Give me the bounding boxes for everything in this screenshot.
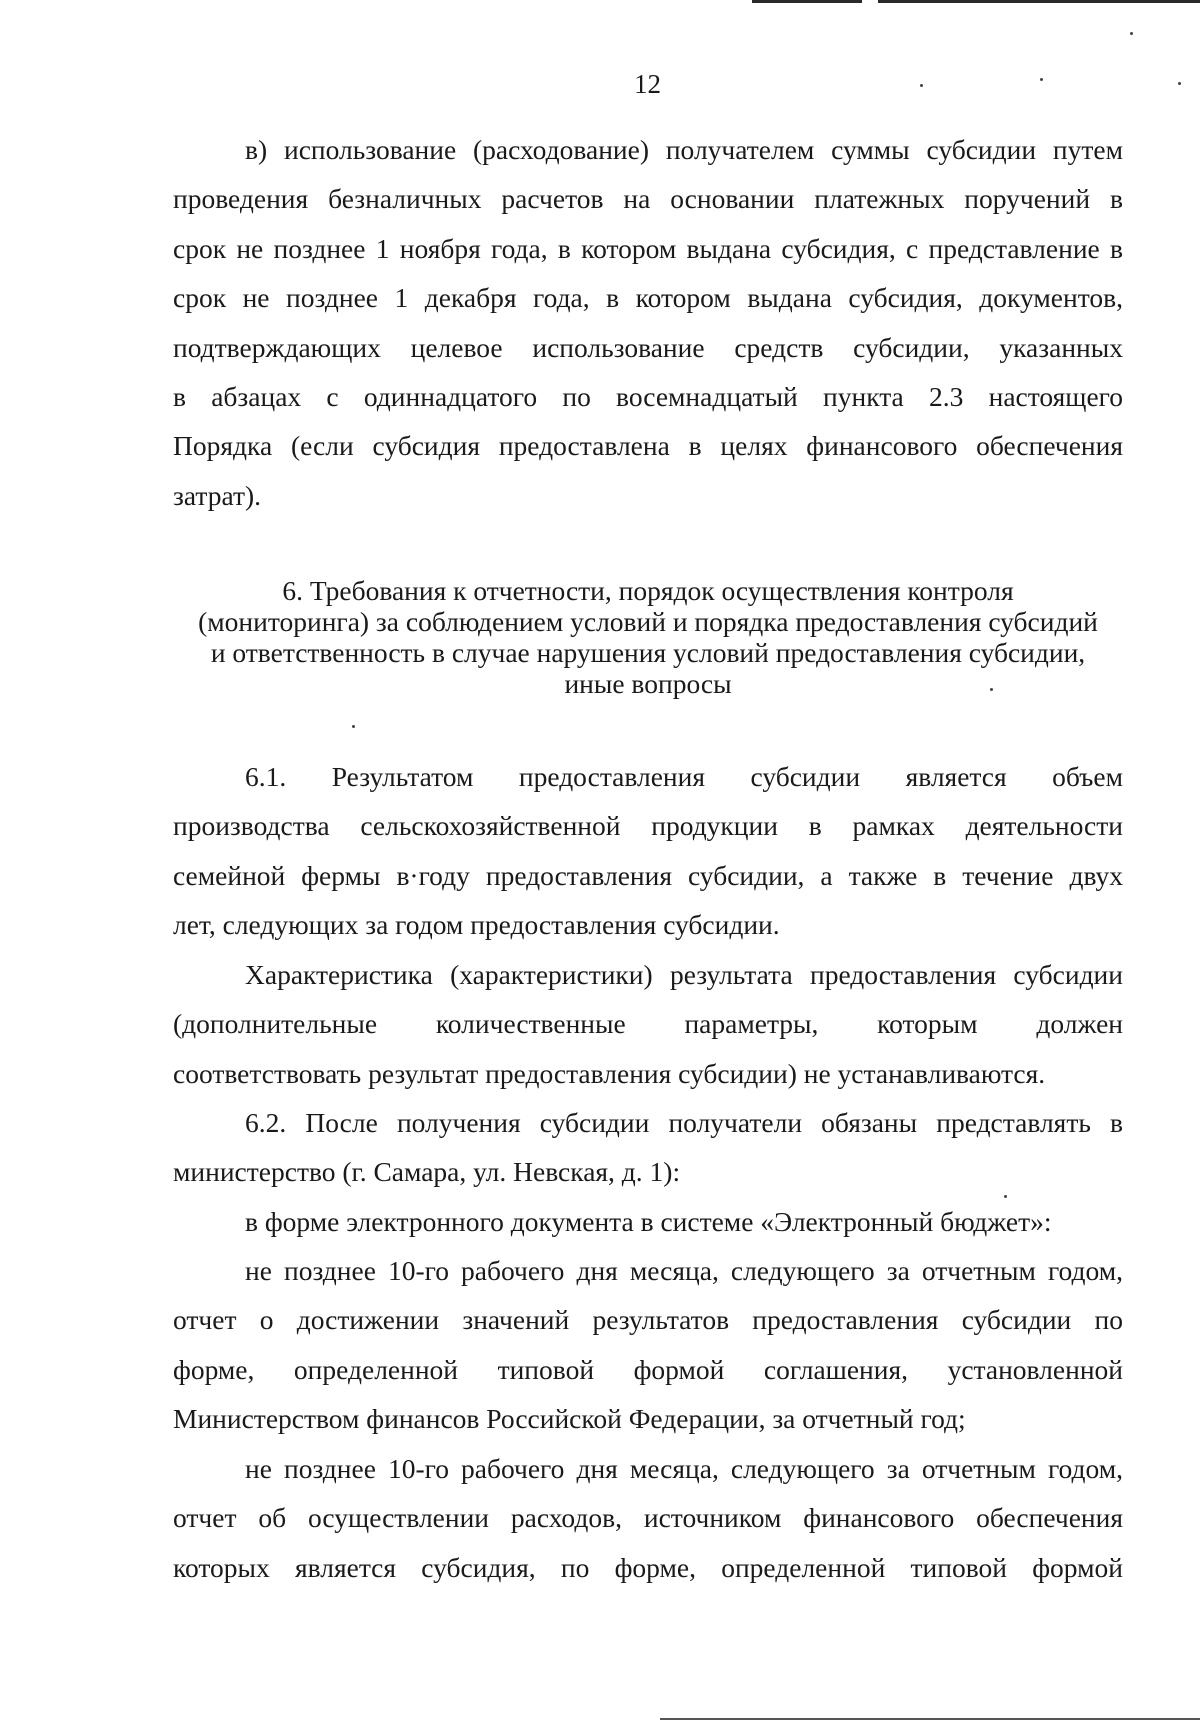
text-line: (дополнительные количественные параметры, которым должен [173, 1008, 1123, 1040]
scan-speck [1130, 32, 1133, 35]
text-line: в форме электронного документа в системе «Электронный бюджет»: [245, 1206, 1052, 1237]
scan-speck [920, 84, 923, 87]
heading-line: и ответственность в случае нарушения условий предоставления субсидии, [210, 637, 1086, 668]
text-line: подтверждающих целевое использование средств субсидии, указанных [173, 331, 1123, 363]
heading-line: иные вопросы [564, 668, 732, 699]
page-number: 12 [634, 69, 661, 99]
text-line: в абзацах с одиннадцатого по восемнадцатый пункта 2.3 настоящего [173, 380, 1123, 412]
scan-speck [1178, 82, 1181, 85]
paragraph-v [173, 125, 1123, 520]
scan-speck [1004, 1195, 1007, 1198]
text-line: срок не позднее 1 ноября года, в котором выдана субсидия, с представление в [173, 232, 1123, 264]
text-line: не позднее 10-го рабочего дня месяца, следующего за отчетным годом, [245, 1255, 1123, 1286]
paragraph-characteristics [173, 950, 1123, 1098]
text-line: 6.1. Результатом предоставления субсидии является объем [245, 761, 1123, 792]
text-line: Порядка (если субсидия предоставлена в целях финансового обеспечения [173, 430, 1123, 462]
text-line: министерство (г. Самара, ул. Невская, д. 1): [173, 1156, 681, 1188]
text-line: не позднее 10-го рабочего дня месяца, следующего за отчетным годом, [245, 1453, 1123, 1484]
text-line: лет, следующих за годом предоставления субсидии. [173, 909, 780, 941]
paragraph-electronic-form [173, 1197, 1123, 1246]
text-line: срок не позднее 1 декабря года, в котором выдана субсидия, документов, [173, 282, 1123, 314]
text-line: которых является субсидия, по форме, определенной типовой формой [173, 1551, 1123, 1583]
text-line: семейной фермы в·году предоставления субсидии, а также в течение двух [173, 859, 1123, 891]
text-line: в) использование (расходование) получателем суммы субсидии путем [245, 134, 1123, 165]
paragraph-report-results [173, 1246, 1123, 1444]
paragraph-6-2 [173, 1098, 1123, 1197]
text-line: соответствовать результат предоставления субсидии) не устанавливаются. [173, 1057, 1046, 1089]
text-line: затрат). [173, 479, 262, 511]
text-line: проведения безналичных расчетов на основании платежных поручений в [173, 183, 1123, 215]
text-line: отчет об осуществлении расходов, источником финансового обеспечения [173, 1502, 1123, 1534]
heading-line: (мониторинга) за соблюдением условий и порядка предоставления субсидий [198, 606, 1098, 637]
scan-speck [990, 688, 993, 691]
heading-line: 6. Требования к отчетности, порядок осуществления контроля [282, 575, 1014, 606]
text-line: отчет о достижении значений результатов предоставления субсидии по [173, 1304, 1123, 1336]
scan-speck [1040, 78, 1043, 81]
text-line: 6.2. После получения субсидии получатели обязаны представлять в [245, 1107, 1123, 1138]
section-heading [173, 575, 1123, 699]
text-line: форме, определенной типовой формой соглашения, установленной [173, 1353, 1123, 1385]
text-line: Характеристика (характеристики) результата предоставления субсидии [245, 959, 1123, 990]
scan-speck [352, 725, 355, 728]
text-line: производства сельскохозяйственной продукции в рамках деятельности [173, 810, 1123, 842]
paragraph-report-expenses [173, 1444, 1123, 1592]
text-line: Министерством финансов Российской Федерации, за отчетный год; [173, 1403, 966, 1435]
scan-border-line [752, 0, 1200, 3]
paragraph-6-1 [173, 752, 1123, 950]
